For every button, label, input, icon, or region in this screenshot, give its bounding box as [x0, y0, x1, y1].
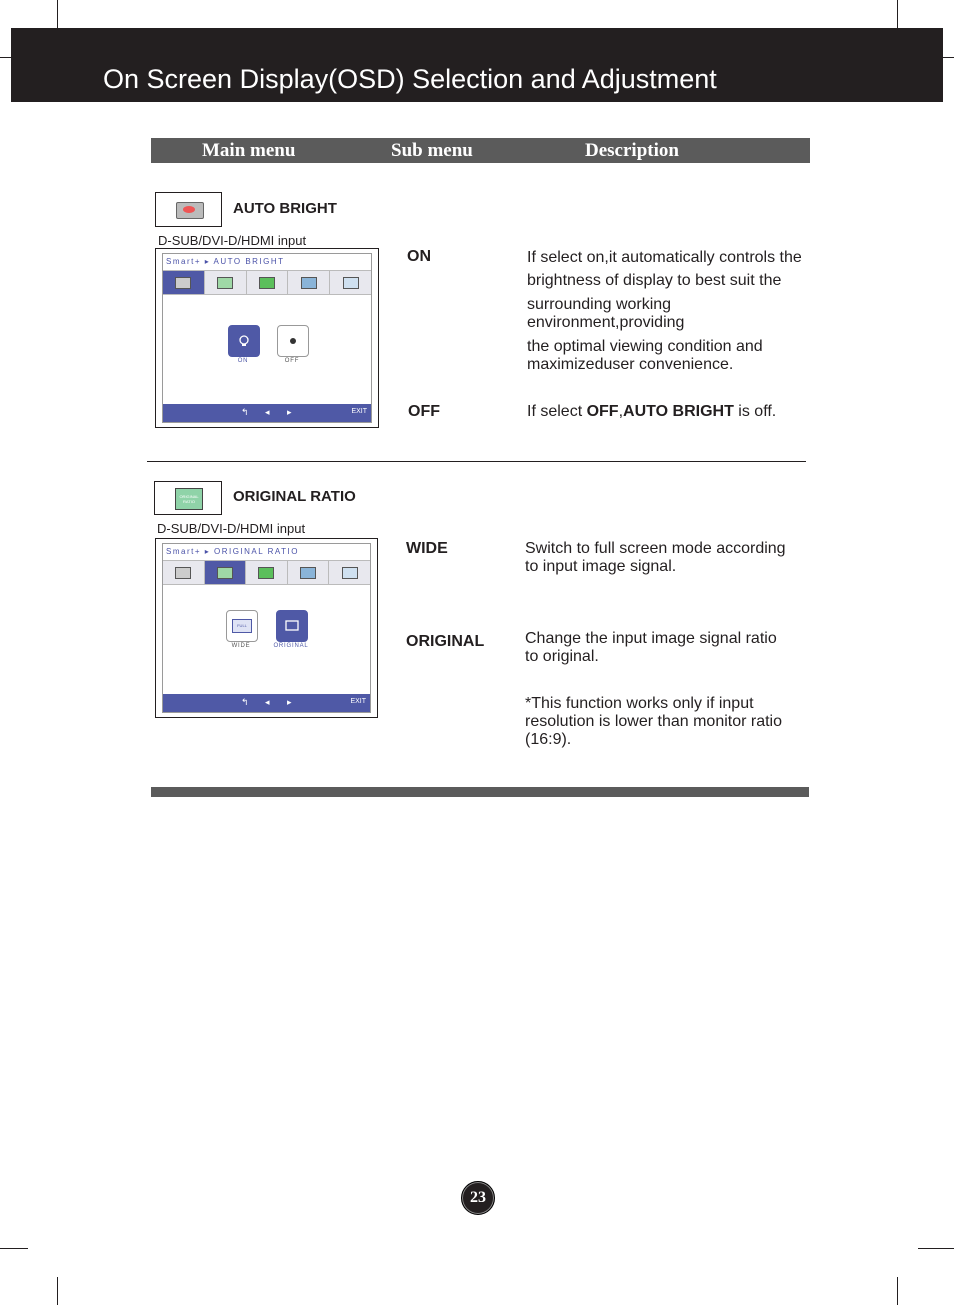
crop-mark	[943, 57, 954, 58]
main-menu-header: Main menu	[202, 140, 296, 161]
osd-tab-setup[interactable]	[329, 561, 370, 584]
exit-icon[interactable]: EXIT	[351, 408, 367, 415]
osd-tab-smart[interactable]	[163, 271, 205, 294]
osd-tab-picture[interactable]	[205, 271, 247, 294]
original-ratio-title: ORIGINAL RATIO	[233, 488, 356, 505]
crop-mark	[57, 0, 58, 28]
exit-icon[interactable]: EXIT	[350, 698, 366, 705]
osd-footer	[163, 694, 370, 712]
osd-breadcrumb: Smart+ ▸ ORIGINAL RATIO	[166, 547, 299, 556]
arrow-right-icon[interactable]: ▸	[287, 407, 292, 417]
osd-tab-display[interactable]	[288, 271, 330, 294]
description-header: Description	[585, 140, 679, 161]
return-icon[interactable]: ↰	[241, 407, 249, 417]
crop-mark	[0, 1248, 28, 1249]
sub-menu-header: Sub menu	[391, 140, 473, 161]
input-type-label: D-SUB/DVI-D/HDMI input	[157, 521, 306, 536]
auto-bright-icon	[176, 202, 204, 219]
original-ratio-icon-box	[154, 481, 222, 515]
arrow-left-icon[interactable]: ◂	[265, 697, 270, 707]
osd-original-option[interactable]	[276, 610, 308, 642]
crop-mark	[918, 1248, 954, 1249]
section-divider	[147, 461, 806, 462]
osd-tab-color[interactable]	[246, 561, 288, 584]
auto-bright-icon-box	[155, 192, 222, 227]
submenu-off: OFF	[408, 403, 440, 420]
osd-wide-option[interactable]	[226, 610, 258, 642]
off-description: If select OFF,AUTO BRIGHT is off.	[527, 403, 777, 420]
osd-tab-bar	[163, 560, 370, 585]
page-number: 23	[461, 1181, 495, 1215]
crop-mark	[897, 1277, 898, 1305]
function-note: *This function works only if input resolution is lower than monitor ratio (16:9).	[525, 695, 783, 748]
osd-auto-bright-screen	[155, 248, 379, 428]
original-ratio-icon: ORIGINAL RATIO	[175, 488, 203, 510]
crop-mark	[897, 0, 898, 28]
osd-breadcrumb: Smart+ ▸ AUTO BRIGHT	[166, 257, 285, 266]
full-screen-icon: FULL	[232, 619, 252, 633]
wide-description: Switch to full screen mode according to input image signal.	[525, 540, 786, 575]
osd-tab-smart[interactable]	[163, 561, 205, 584]
arrow-right-icon[interactable]: ▸	[287, 697, 292, 707]
page-title: On Screen Display(OSD) Selection and Adjustment	[103, 64, 717, 94]
return-icon[interactable]: ↰	[241, 697, 249, 707]
submenu-wide: WIDE	[406, 540, 448, 557]
arrow-left-icon[interactable]: ◂	[265, 407, 270, 417]
osd-tab-setup[interactable]	[330, 271, 371, 294]
submenu-on: ON	[407, 248, 431, 265]
crop-mark	[0, 57, 11, 58]
osd-original-ratio-screen	[155, 538, 378, 718]
osd-original-label: ORIGINAL	[273, 643, 309, 649]
footer-bar	[151, 787, 809, 797]
crop-mark	[57, 1277, 58, 1305]
osd-tab-display[interactable]	[288, 561, 330, 584]
osd-on-label: ON	[237, 358, 249, 364]
osd-off-option[interactable]	[277, 325, 309, 357]
osd-wide-label: WIDE	[231, 643, 251, 649]
osd-on-option[interactable]	[228, 325, 260, 357]
osd-off-label: OFF	[284, 358, 300, 364]
osd-tab-color[interactable]	[247, 271, 289, 294]
osd-tab-picture[interactable]	[205, 561, 247, 584]
original-description: Change the input image signal ratio to original.	[525, 630, 777, 665]
osd-footer	[163, 404, 371, 422]
submenu-original: ORIGINAL	[406, 633, 485, 650]
auto-bright-title: AUTO BRIGHT	[233, 200, 337, 217]
osd-tab-bar	[163, 270, 371, 295]
input-type-label: D-SUB/DVI-D/HDMI input	[158, 233, 307, 248]
on-description: If select on,it automatically controls the brightness of display to best suit the surrounding working environment,providing the optimal viewing condition and maximizeduser convenience.	[527, 249, 802, 373]
